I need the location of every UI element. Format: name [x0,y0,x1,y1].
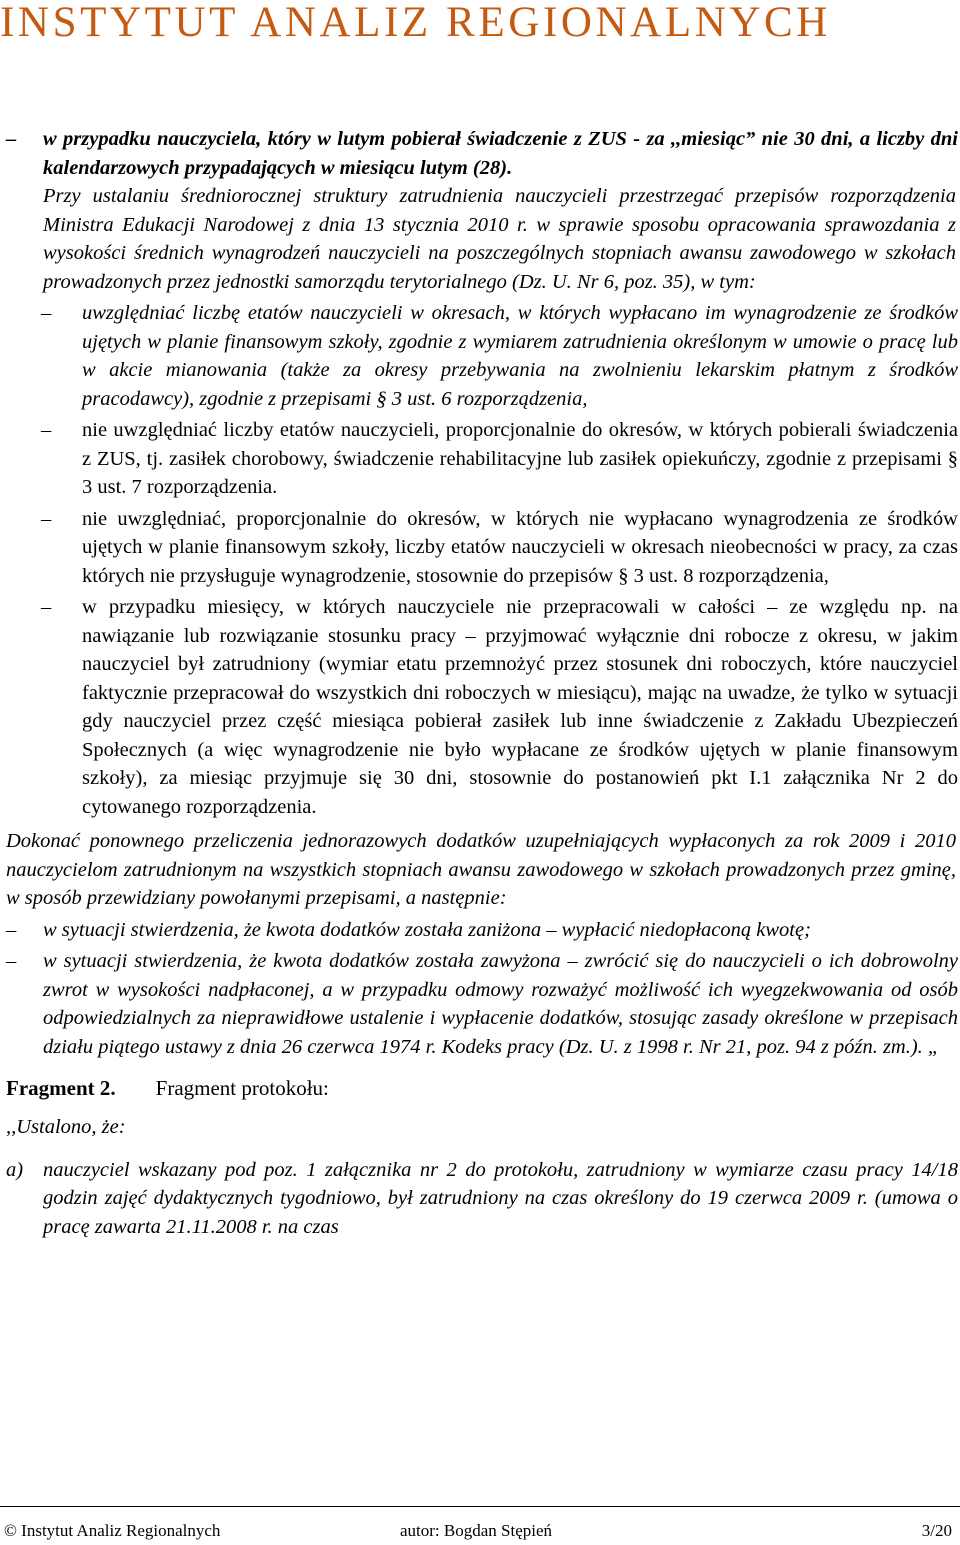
dash-marker: – [6,128,17,150]
list-item [0,416,960,502]
dash-marker: – [41,302,52,324]
dash-marker: – [41,596,52,618]
fragment-number: Fragment 2. [6,1076,116,1100]
list-item [0,947,960,1061]
list-item [0,1156,960,1242]
footer-page-number: 3/20 [921,1521,952,1540]
footer-divider [0,1506,960,1507]
dash-marker: – [6,918,17,941]
list-item-text: nie uwzględniać, proporcjonalnie do okresów, w których nie wypłacano wynagrodzenia ze środków ujętych w planie finansowym szkoły, liczby etatów nauczycieli w okresach nieobecności w pracy, za czas których nie przysługuje wynagrodzenie, stosownie do przepisów § 3 ust. 8 rozporządzenia, [82,507,958,587]
list-item [0,505,960,591]
dash-marker: – [41,419,52,441]
paragraph: Przy ustalaniu średniorocznej struktury zatrudnienia nauczycieli przestrzegać przepisów rozporządzenia Ministra Edukacji Narodowej z dnia 13 stycznia 2010 r. w sprawie sposobu opracowania sprawozdania z wysokości średnich wynagrodzeń nauczycieli na poszczególnych stopniach awansu zawodowego w szkołach prowadzonych przez jednostki samorządu terytorialnego (Dz. U. Nr 6, poz. 35), w tym: [43,185,956,293]
fragment-title: Fragment protokołu: [155,1076,329,1100]
paragraph: Dokonać ponownego przeliczenia jednorazowych dodatków uzupełniających wypłaconych za rok 2009 i 2010 nauczycielom zatrudnionym na wszystkich stopniach awansu zawodowego w szkołach prowadzonych przez gminę, w sposób przewidziany powołanymi przepisami, a następnie: [6,830,956,909]
list-item-text: w sytuacji stwierdzenia, że kwota dodatków została zaniżona – wypłacić niedopłaconą kwotę; [43,918,811,941]
dash-marker: – [41,507,52,530]
ustalono-line: ,,Ustalono, że: [6,1116,126,1138]
list-item-text: w sytuacji stwierdzenia, że kwota dodatków została zawyżona – zwrócić się do nauczycieli o ich dobrowolny zwrot w wysokości nadpłaconej, a w przypadku odmowy rozważyć możliwość ich wyegzekwowania od osób odpowiedzialnych za nieprawidłowe ustalenie i wypłacenie dodatków, stosując zasady określone w przepisach działu piątego ustawy z dnia 26 czerwca 1974 r. Kodeks pracy (Dz. U. z 1998 r. Nr 21, poz. 94 z późn. zm.). „ [43,950,958,1058]
list-item [0,593,960,821]
list-item-text: w przypadku nauczyciela, który w lutym pobierał świadczenie z ZUS - za ,,miesiąc” nie 30 dni, a liczby dni kalendarzowych przypadających w miesiącu lutym (28). [43,128,958,179]
page-footer [0,1521,960,1543]
footer-copyright: © Instytut Analiz Regionalnych [4,1521,221,1540]
list-item-text: nie uwzględniać liczby etatów nauczycieli, proporcjonalnie do okresów, w których pobierali świadczenia z ZUS, tj. zasiłek chorobowy, świadczenie rehabilitacyjne lub zasiłek opiekuńczy, zgodnie z przepisami § 3 ust. 7 rozporządzenia. [82,419,958,498]
footer-author: autor: Bogdan Stępień [400,1521,553,1540]
list-item-text: uwzględniać liczbę etatów nauczycieli w okresach, w których wypłacano im wynagrodzenie ze środków ujętych w planie finansowym szkoły, zgodnie z wymiarem zatrudnienia określonym w umowie o pracę lub w akcie mianowania (także za okresy przebywania na zwolnieniu lekarskim płatnym z środków pracodawcy), zgodnie z przepisami § 3 ust. 6 rozporządzenia, [82,302,958,410]
document-body [0,122,960,1241]
fragment-heading [0,1073,960,1103]
list-item-text: w przypadku miesięcy, w których nauczyciele nie przepracowali w całości – ze względu np. na nawiązanie lub rozwiązanie stosunku pracy – przyjmować wyłącznie dni robocze z okresu, w jakim nauczyciel był zatrudniony (wymiar etatu przemnożyć przez stosunek dni roboczych, które nauczyciel faktycznie przepracował do wszystkich dni roboczych w miesiącu), mając na uwadze, że tylko w sytuacji gdy nauczyciel przez część miesiąca pobierał zasiłek lub inne świadczenie z Zakładu Ubezpieczeń Społecznych (a więc wynagrodzenie nie było wypłacane ze środków ujętych w planie finansowym szkoły), za miesiąc przyjmuje się 30 dni, stosownie do postanowień pkt I.1 załącznika Nr 2 do cytowanego rozporządzenia. [82,596,958,818]
item-letter: a) [6,1158,24,1181]
page-header-title: INSTYTUT ANALIZ REGIONALNYCH [0,0,831,46]
list-item [0,125,960,182]
list-item [0,916,960,945]
list-item [0,299,960,413]
dash-marker: – [6,950,17,972]
list-item-text: nauczyciel wskazany pod poz. 1 załącznika nr 2 do protokołu, zatrudniony w wymiarze czasu pracy 14/18 godzin zajęć dydaktycznych tygodniowo, był zatrudniony na czas określony do 19 czerwca 2009 r. (umowa o pracę zawarta 21.11.2008 r. na czas [43,1158,958,1238]
